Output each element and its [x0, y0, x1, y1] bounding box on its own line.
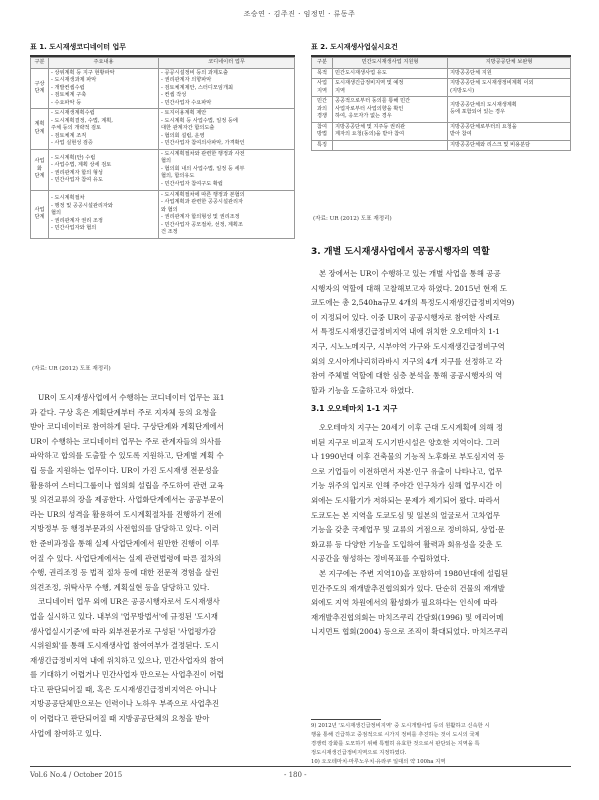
body-line: 할과 기능을 도출하고자 하였다.: [311, 385, 414, 395]
footer-journal: Vol.6 No.4 / October 2015: [30, 771, 123, 779]
cell-line: - 사업수법, 계획 상세 검토: [51, 162, 112, 169]
table2-row: [312, 79, 571, 97]
footnote-line: 경쟁력 강화를 도모하기 위해 특별히 유효한 것으로서 판단되는 지역을 특: [311, 741, 480, 747]
table2-row: [312, 122, 571, 140]
row-label: [312, 122, 333, 140]
local-government-cell: [448, 79, 571, 97]
row-label: [31, 190, 49, 238]
section3-body: [311, 267, 571, 398]
cell-line: - 도시계획절차와 관련한 행정과 사전: [161, 150, 245, 157]
cell-line: 건 조정: [161, 229, 178, 236]
body-line: 참여 주체별 역할에 대한 심층 분석을 통해 공공시행자의 역: [311, 371, 503, 381]
local-government-cell: [448, 68, 571, 79]
body-line: 으로 기업들이 이전하면서 자본·인구 유출이 나타나고, 업무: [311, 466, 503, 476]
body-line: 본 장에서는 UR이 수행하고 있는 개별 사업을 통해 공공: [319, 269, 501, 278]
row-label: [31, 149, 49, 190]
cell-line: - 민간사업자 참여구도 확립: [161, 180, 223, 187]
body-line: 한 준비과정을 통해 실제 사업단계에서 원만한 진행이 이루: [30, 538, 219, 548]
cell-line: 참여: [316, 123, 328, 130]
cell-line: 등에 포함되어 있는 경우: [450, 109, 506, 116]
cell-line: - 검토체계 구축: [51, 92, 87, 99]
cell-line: - 도시재생과제 파악: [51, 77, 97, 84]
cell-line: - 행정 및 공공시설관리자와: [51, 202, 113, 209]
table1-header-cell: 구분: [31, 58, 49, 69]
section31-heading: 3.1 오오테마치 1-1 지구: [311, 404, 398, 413]
body-line: 업을 실시하고 있다. 내부의 '업무방법서'에 규정된 '도시재: [30, 611, 218, 621]
cell-line: 계자의 요청(동의)을 받아 참여: [335, 131, 405, 138]
body-line: 어질 수 있다. 사업단계에서는 실제 관련법령에 따른 절차의: [30, 553, 222, 563]
cell-line: 민간도시재생사업 유도: [335, 69, 387, 76]
cell-line: - 권리관계자 권리 조정: [51, 217, 103, 224]
body-line: 도쿄도는 본 지역을 도쿄도심 및 일본의 얼굴로서 고차업무: [311, 510, 500, 520]
cell-line: 지방공공단체 지원: [450, 69, 492, 76]
row-label: [31, 109, 49, 150]
private-support-cell: [333, 79, 448, 97]
cell-line: 과의: [316, 105, 328, 112]
footnote-line: 행을 통해 긴급하고 중점적으로 시가지 정비를 추진하는 것이 도시의 국제: [311, 732, 480, 738]
body-line: 본 지구에는 주변 지역10)을 포함하여 1980년대에 설립된: [319, 568, 509, 578]
running-header: 조승연 · 김주진 · 임정민 · 류동주: [243, 10, 356, 18]
body-line: 수행, 권리조정 등 법적 절차 등에 대한 전문적 경험을 살린: [30, 568, 219, 578]
cell-line: 지방공공단체 도시재생정비계획 이외: [450, 80, 534, 87]
body-line: 나 1990년대 이후 건축물의 기능적 노후화로 부도심지역 등: [311, 452, 505, 462]
cell-line: 목적: [316, 69, 328, 76]
footnotes: [311, 722, 571, 767]
cell-line: - 도시계획 등 사업수법, 일정 등에: [161, 117, 238, 124]
main-content-cell: [49, 190, 159, 238]
coordinator-task-cell: [159, 190, 295, 238]
cell-line: 특징: [316, 141, 328, 148]
cell-line: 단계: [34, 129, 45, 136]
body-line: 시공간을 형성하는 정비목표를 수립하였다.: [311, 554, 450, 564]
cell-line: 계획: [34, 121, 45, 128]
cell-line: - 민간사업자 공모절차, 선정, 계획조: [161, 221, 243, 228]
cell-line: - 사업계획과 관련한 공공시설관리자: [161, 199, 243, 206]
section3-heading: 3. 개별 도시재생사업에서 공공시행자의 역할: [311, 247, 490, 257]
body-line: 지방정부 등 행정부문과의 사전협의를 담당하고 있다. 이러: [30, 524, 219, 534]
table2: [311, 57, 571, 151]
body-line: 이 어렵다고 판단되어질 때 지방공공단체의 요청을 받아: [30, 714, 210, 724]
coordinator-task-cell: [159, 149, 295, 190]
cell-line: - 민간사업자 참여의사파악, 가격확인: [161, 140, 245, 147]
body-line: 화교류 등 다양한 기능을 도입하여 활력과 회유성을 갖춘 도: [311, 539, 503, 549]
body-line: 기능을 갖춘 국제업무 및 교류의 거점으로 정비하되, 상업·문: [311, 525, 505, 535]
cell-line: - 개발컨셉수립: [51, 84, 85, 91]
cell-line: 구상: [34, 80, 45, 87]
coordinator-task-cell: [159, 68, 295, 109]
cell-line: - 상위계획 등 지구 현황파악: [51, 69, 115, 76]
cell-line: 사업: [316, 80, 328, 87]
body-line: 재개발추진협의회는 마치즈쿠리 간담회(1996) 및 에리어메: [311, 612, 504, 622]
cell-line: 도시재생긴급정비지역 및 예정: [335, 80, 404, 87]
cell-line: - 협의회 내의 사업수법, 일정 등 세부: [161, 165, 245, 172]
body-line: 받아 코디네이터로 참여하게 된다. 구상단계와 계획단계에서: [30, 422, 224, 432]
footnote-rule: [311, 719, 381, 720]
body-line: UR이 수행하는 코디네이터 업무는 주로 관계자들의 의사를: [30, 436, 222, 446]
cell-line: - 컨셉 작성: [161, 92, 187, 99]
cell-line: - 민간사업자 참여 유도: [51, 177, 103, 184]
body-line: UR이 도시재생사업에서 수행하는 코디네이터 업무는 표1: [38, 393, 225, 402]
table2-header-cell: 지방공공단체 보완형: [448, 58, 571, 69]
body-line: 비된 지구로 비교적 도시기반시설은 양호한 지역이다. 그러: [311, 437, 500, 447]
body-line: 재생긴급정비지역 내에 위치하고 있으나, 민간사업자의 참여: [30, 655, 224, 665]
local-government-cell: [448, 122, 571, 140]
cell-line: - 도시계획절차에 따른 행정과 본협의: [161, 191, 245, 198]
body-line: 활용하여 스터디그룹이나 협의회 설립을 주도하여 관련 교육: [30, 480, 224, 490]
body-line: 생사업실시기준'에 따라 외부전문가로 구성된 '사업평가감: [30, 626, 216, 636]
table2-header-cell: 구분: [312, 58, 333, 69]
body-line: 서 특정도시재생긴급정비지역 내에 위치한 오오테마치 1-1: [311, 327, 501, 337]
local-government-cell: [448, 97, 571, 123]
table2-row: [312, 140, 571, 151]
cell-line: 협의, 합의유도: [161, 173, 195, 180]
cell-line: - 권리관계자 합의 형성: [51, 169, 103, 176]
private-support-cell: [333, 97, 448, 123]
cell-line: 지방공공단체로부터의 요청을: [450, 123, 517, 130]
cell-line: - 도시계획절차: [51, 195, 85, 202]
cell-line: 지방공공단체와 리스크 및 비용분담: [450, 141, 531, 148]
table1-caption: 표 1. 도시재생코디네이터 업무: [30, 43, 126, 51]
cell-line: 협의: [51, 210, 62, 217]
cell-line: 하여, 응모자가 없는 경우: [335, 113, 392, 120]
table1-header-cell: 코디네이터 업무: [159, 58, 295, 69]
body-line: 외에는 도시활기가 저하되는 문제가 제기되어 왔다. 따라서: [311, 495, 500, 505]
table1-source: (자료: UR (2012) 도표 재정리): [32, 366, 111, 372]
body-line: 과 같다. 구상 혹은 계획단계부터 주로 지자체 등의 요청을: [30, 407, 217, 417]
cell-line: 단계: [34, 214, 45, 221]
footnote-line: 정도시재생긴급정비지역으로 지정하였다.: [311, 750, 407, 756]
section31-body: [311, 421, 571, 640]
main-content-cell: [49, 68, 159, 109]
body-line: 를 기대하기 어렵거나 민간사업자 만으로는 사업추진이 어렵: [30, 670, 224, 680]
cell-line: 사업자로부터 사업의향을 확인: [335, 105, 404, 112]
table1-header-row: [31, 58, 295, 69]
local-government-cell: [448, 140, 571, 151]
cell-line: - 협의회 설립, 운영: [161, 132, 205, 139]
cell-line: 민간: [316, 98, 328, 105]
private-support-cell: [333, 122, 448, 140]
cell-line: 지역: [335, 87, 346, 94]
main-content-cell: [49, 149, 159, 190]
table2-header-row: [312, 58, 571, 69]
cell-line: 대한 관계자간 합의도출: [161, 125, 215, 132]
cell-line: - 도시재생계획수립: [51, 110, 95, 117]
cell-line: - 수요파악 등: [51, 99, 82, 106]
body-line: 파악하고 합의를 도출할 수 있도록 지원하고, 단계별 계획 수: [30, 451, 224, 461]
table1-row: [31, 68, 295, 109]
body-line: 민간주도의 재개발추진협의회가 있다. 단순히 건물의 재개발: [311, 583, 505, 593]
main-content-cell: [49, 109, 159, 150]
body-line: 시행자의 역할에 대해 고찰해보고자 하였다. 2015년 현재 도: [311, 283, 507, 293]
footnote-line: 9) 2012년 '도시재생긴급정비지역' 중 도시개발사업 등의 원활하고 신속한 시: [311, 723, 490, 729]
body-line: 외의 오시아게나리히라바시 지구의 4개 지구를 선정하고 각: [311, 356, 503, 366]
body-line: 립 등을 지원하는 업무이다. UR이 가진 도시재생 전문성을: [30, 465, 219, 475]
cell-line: - 민간사업자 수요파악: [161, 99, 212, 106]
body-line: 및 의견교류의 장을 제공한다. 사업화단계에서는 공공부문이: [30, 495, 224, 505]
body-line: 사업에 참여하고 있다.: [30, 728, 102, 738]
body-line: 기능 위주의 입지로 인해 주야간 인구차가 심해 업무시간 이: [311, 481, 503, 491]
table1-row: [31, 190, 295, 238]
footnote-line: 10) 오오테마치·마루노우치·유라쿠 일대의 약 100ha 지역: [311, 759, 446, 765]
table1: [30, 57, 295, 239]
row-label: [312, 79, 333, 97]
cell-line: (지방도시): [450, 87, 475, 94]
body-line: 지구, 시노노메지구, 시부야역 가구와 도시재생긴급정비구역: [311, 341, 505, 351]
body-line: 쿄도에는 총 2,540ha규모 4개의 특정도시재생긴급정비지역9): [311, 298, 515, 308]
body-line: 이 지정되어 있다. 이중 UR이 공공시행자로 참여한 사례로: [311, 312, 500, 322]
body-line: 지방공공단체만으로는 인력이나 노하우 부족으로 사업추진: [30, 699, 220, 709]
row-label: [31, 68, 49, 109]
cell-line: - 민간사업자와 협의: [51, 225, 97, 232]
cell-line: - 사업 실현성 검증: [51, 140, 93, 147]
cell-line: - 공공시설정비 등의 과제도출: [161, 69, 228, 76]
coordinator-task-cell: [159, 109, 295, 150]
row-label: [312, 68, 333, 79]
table1-header-cell: 주요내용: [49, 58, 159, 69]
private-support-cell: [333, 68, 448, 79]
cell-line: - 권리관계자 합의형성 및 권리조정: [161, 214, 240, 221]
table1-row: [31, 149, 295, 190]
cell-line: 단계: [34, 88, 45, 95]
table2-source: (자료: UR (2012) 도표 재정리): [313, 216, 392, 222]
cell-line: 방법: [316, 131, 328, 138]
table2-row: [312, 97, 571, 123]
cell-line: 지방공공단체 및 지주등 권리관: [335, 123, 406, 130]
body-line: 라는 UR의 성격을 활용하여 도시계획절차를 진행하기 전에: [30, 509, 222, 519]
row-label: [312, 97, 333, 123]
cell-line: 받아 참여: [450, 131, 472, 138]
footer-page-number: - 180 -: [284, 771, 307, 779]
cell-line: - 검토체계제안, 스터디모임개최: [161, 84, 233, 91]
body-line: 니지먼트 협회(2004) 등으로 조직이 확대되었다. 마치즈쿠리: [311, 627, 508, 637]
cell-line: - 검토체계 조직: [51, 132, 87, 139]
body-line: 다고 판단되어질 때, 혹은 도시재생긴급정비지역은 아니나: [30, 684, 217, 694]
body-line: 오오테마치 지구는 20세기 이후 근대 도시계획에 의해 정: [319, 423, 504, 432]
body-line: 의견조정, 위탁사무 수행, 계획실현 등을 담당하고 있다.: [30, 582, 210, 592]
body-line: 시위원회'를 통해 도시재생사업 참여여부가 결정된다. 도시: [30, 641, 219, 651]
cell-line: 사업: [34, 206, 45, 213]
row-label: [312, 140, 333, 151]
table1-row: [31, 109, 295, 150]
cell-line: 화: [36, 165, 42, 172]
cell-line: - 도시계획(안) 수립: [51, 154, 96, 161]
cell-line: 주체 등의 개략적 검토: [51, 125, 102, 132]
cell-line: 공공적으로부터 동의를 통해 민간: [335, 98, 411, 105]
cell-line: 지방공공단체의 도시재생계획: [450, 101, 517, 108]
cell-line: 지역: [316, 87, 328, 94]
body-line: 외에도 지역 차원에서의 활성화가 필요하다는 인식에 따라: [311, 598, 498, 608]
table2-row: [312, 68, 571, 79]
private-support-cell: [333, 140, 448, 151]
left-column-body: [30, 391, 296, 741]
cell-line: 단계: [34, 173, 45, 180]
cell-line: 협의: [161, 158, 172, 165]
body-line: 코디네이터 업무 외에 UR은 공공시행자로서 도시재생사: [38, 597, 220, 607]
cell-line: 와 협의: [161, 206, 178, 213]
table2-caption: 표 2. 도시재생사업실시요건: [311, 43, 398, 51]
cell-line: 경쟁: [316, 113, 328, 120]
cell-line: - 권리관계자 의향파악: [161, 77, 212, 84]
table2-header-cell: 민간도시재생사업 지원형: [333, 58, 448, 69]
footer-rule: [30, 766, 571, 767]
cell-line: - 토지이용계획 제안: [161, 110, 207, 117]
cell-line: - 도시계획결정, 수법, 계획,: [51, 117, 113, 124]
cell-line: 사업: [34, 158, 45, 165]
